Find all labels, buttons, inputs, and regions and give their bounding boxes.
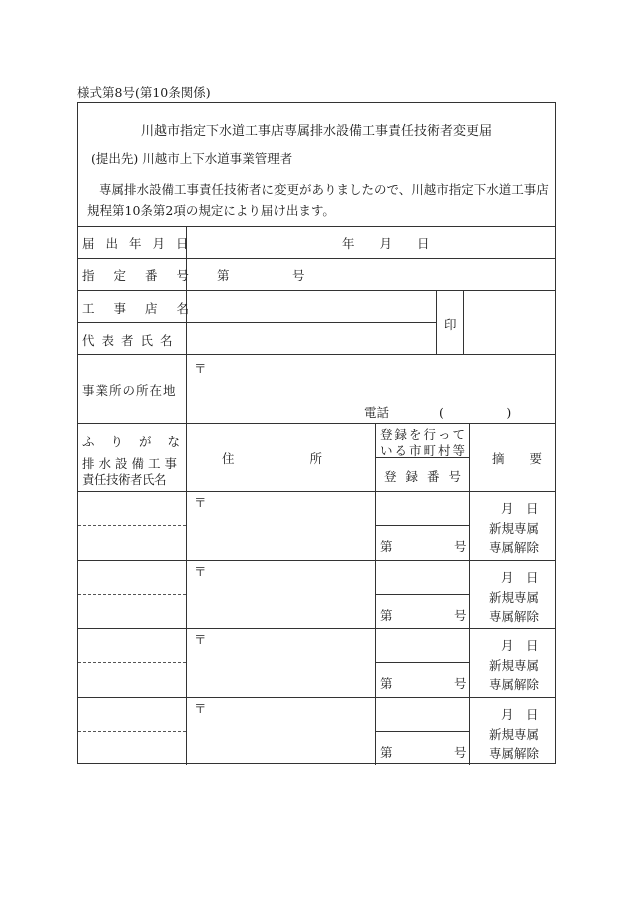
notification-form	[77, 102, 556, 764]
number-value: 第 号	[217, 268, 305, 283]
form-title: 川越市指定下水道工事店専属排水設備工事責任技術者変更届	[140, 124, 492, 139]
furigana-divider	[78, 662, 186, 663]
entry-number-suffix: 号	[454, 744, 467, 760]
reg-number-header: 登録番号	[384, 469, 471, 484]
furigana-header: ふりがな	[82, 434, 197, 449]
statement: 専属排水設備工事責任技術者に変更がありましたので、川越市指定下水道工事店規程第10条第2項の規定により届け出ます。	[87, 182, 549, 218]
date-label-text: 届出年月日	[82, 236, 200, 251]
number-label: 指定番号	[82, 268, 209, 283]
number-divider	[375, 731, 469, 732]
entry-row-divider	[78, 697, 555, 698]
registered-header-1: 登録を行って	[380, 427, 468, 442]
addressee: (提出先) 川越市上下水道事業管理者	[91, 151, 293, 166]
entry-number-suffix: 号	[454, 607, 467, 623]
entry-release-exclusive: 専属解除	[489, 540, 540, 555]
seal-mark: 印	[444, 317, 457, 332]
entry-release-exclusive: 専属解除	[489, 608, 540, 624]
entry-postal-mark: 〒	[194, 700, 207, 716]
date-value: 年 月 日	[342, 236, 430, 251]
furigana-divider	[78, 525, 186, 526]
shop-label: 工事店名	[82, 301, 209, 316]
remarks-header: 摘 要	[492, 451, 543, 466]
entry-new-exclusive: 新規専属	[489, 726, 540, 742]
address-header: 住 所	[222, 451, 323, 466]
entry-release-exclusive: 専属解除	[489, 745, 540, 761]
rep-label: 代表者氏名	[82, 333, 180, 348]
entry-number-prefix: 第	[380, 539, 393, 554]
entry-number-suffix: 号	[454, 676, 467, 691]
entry-row-divider	[78, 628, 555, 629]
name-header-1: 排水設備工事	[82, 456, 182, 471]
entry-date: 月 日	[501, 706, 539, 722]
number-divider	[375, 594, 469, 595]
entry-row-divider	[78, 560, 555, 561]
name-header-2: 責任技術者氏名	[82, 472, 167, 487]
office-postal-mark: 〒	[194, 361, 207, 376]
office-label: 事業所の所在地	[82, 383, 177, 398]
entry-date: 月 日	[501, 501, 539, 516]
furigana-divider	[78, 731, 186, 732]
entry-new-exclusive: 新規専属	[489, 658, 540, 673]
entry-number-suffix: 号	[454, 539, 467, 554]
number-divider	[375, 525, 469, 526]
furigana-divider	[78, 594, 186, 595]
entry-date: 月 日	[501, 638, 539, 653]
entry-postal-mark: 〒	[194, 563, 207, 579]
entry-number-prefix: 第	[380, 607, 393, 623]
entry-new-exclusive: 新規専属	[489, 589, 540, 605]
number-divider	[375, 662, 469, 663]
date-label	[82, 234, 200, 252]
registered-header-2: いる市町村等	[380, 443, 468, 458]
form-number: 様式第8号(第10条関係)	[77, 85, 211, 100]
phone-field: 電話 ( )	[364, 405, 512, 420]
entry-new-exclusive: 新規専属	[489, 521, 540, 536]
entry-release-exclusive: 専属解除	[489, 677, 540, 692]
entry-postal-mark: 〒	[194, 495, 207, 510]
entry-postal-mark: 〒	[194, 632, 207, 647]
entry-number-prefix: 第	[380, 676, 393, 691]
entry-number-prefix: 第	[380, 744, 393, 760]
entry-date: 月 日	[501, 569, 539, 585]
